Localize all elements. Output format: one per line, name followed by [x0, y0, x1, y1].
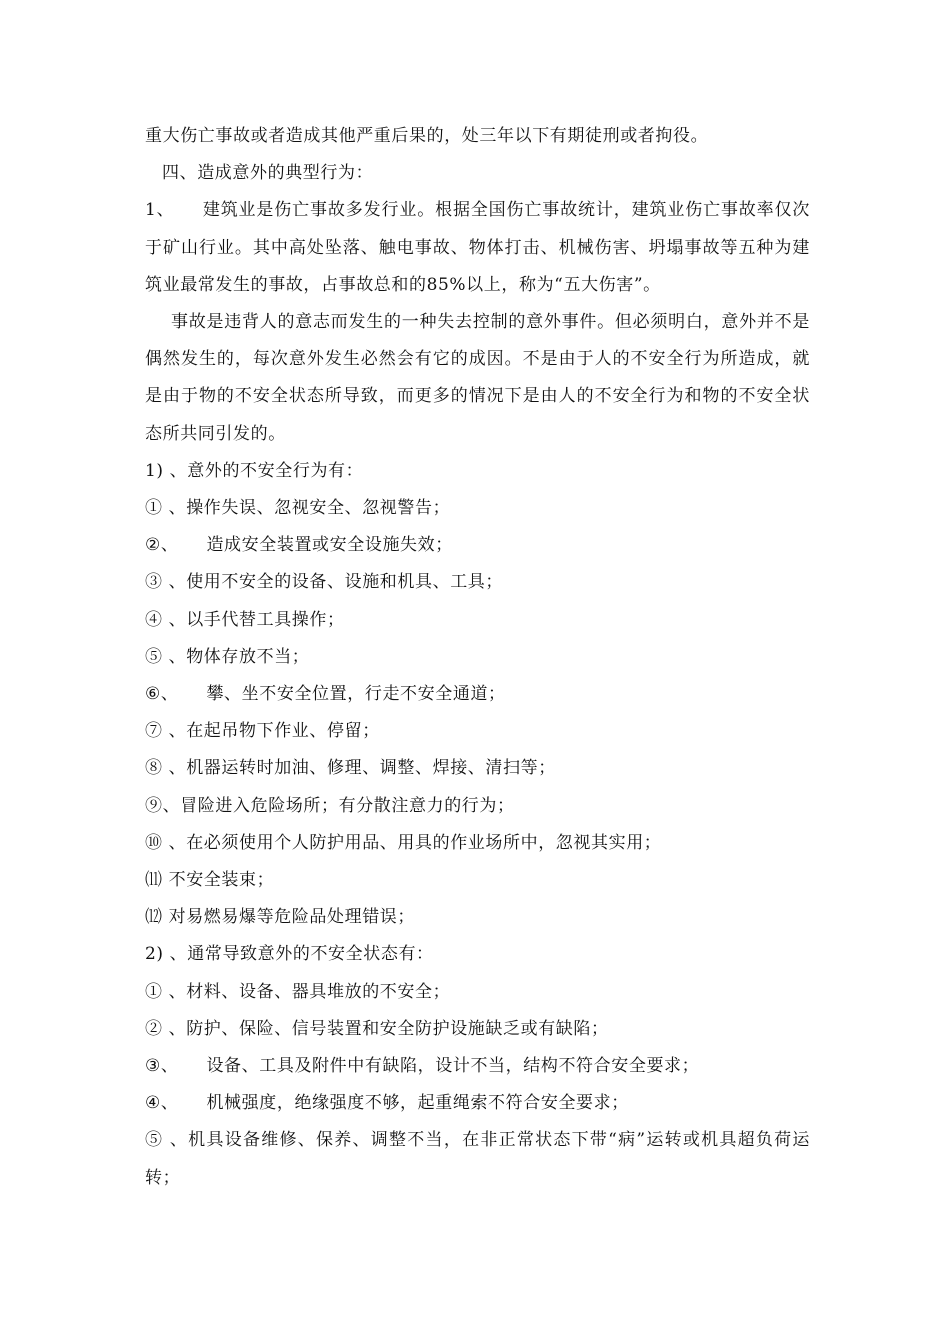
item-text: 攀、坐不安全位置，行走不安全通道；	[206, 684, 506, 705]
paragraph-line: 重大伤亡事故或者造成其他严重后果的，处三年以下有期徒刑或者拘役。	[145, 126, 709, 146]
list-item: ① 、操作失误、忽视安全、忽视警告；	[145, 498, 451, 519]
subsection-heading: 2) 、通常导致意外的不安全状态有：	[145, 944, 434, 965]
paragraph-construction	[145, 192, 810, 304]
list-item: ④ 、以手代替工具操作；	[145, 609, 345, 630]
list-item: ② 、防护、保险、信号装置和安全防护设施缺乏或有缺陷；	[145, 1018, 609, 1039]
list-item: ① 、材料、设备、器具堆放的不安全；	[145, 981, 451, 1002]
list-item: ⑤ 、物体存放不当；	[145, 646, 310, 667]
list-item	[145, 527, 810, 564]
list-item: ⑩ 、在必须使用个人防护用品、用具的作业场所中，忽视其实用；	[145, 832, 662, 853]
list-item: ⑧ 、机器运转时加油、修理、调整、焊接、清扫等；	[145, 758, 556, 779]
list-item: ⑾ 不安全装束；	[145, 870, 275, 891]
list-item: ③ 、使用不安全的设备、设施和机具、工具；	[145, 572, 504, 593]
list-item: ⑨、冒险进入危险场所；有分散注意力的行为；	[145, 795, 515, 816]
item-number: ④、	[145, 1093, 179, 1114]
section-heading: 四、造成意外的典型行为：	[162, 163, 374, 184]
item-text: 设备、工具及附件中有缺陷，设计不当，结构不符合安全要求；	[206, 1056, 700, 1077]
list-item	[145, 1085, 810, 1122]
list-item: ⑤ 、机具设备维修、保养、调整不当，在非正常状态下带“病”运转或机具超负荷运转；	[145, 1130, 810, 1188]
list-item: ⑿ 对易燃易爆等危险品处理错误；	[145, 907, 416, 928]
list-item	[145, 676, 810, 713]
item-number: 1、	[145, 200, 175, 221]
item-number: ②、	[145, 535, 179, 556]
subsection-heading: 1) 、意外的不安全行为有：	[145, 460, 364, 481]
item-text: 造成安全装置或安全设施失效；	[206, 535, 453, 556]
paragraph-text: 建筑业是伤亡事故多发行业。根据全国伤亡事故统计，建筑业伤亡事故率仅次于矿山行业。其中高处坠落、触电事故、物体打击、机械伤害、坍塌事故等五种为建筑业最常发生的事故，占事故总和的85%以上，称为“五大伤害”。	[145, 200, 810, 295]
list-item: ⑦ 、在起吊物下作业、停留；	[145, 721, 380, 742]
paragraph-accident: 事故是违背人的意志而发生的一种失去控制的意外事件。但必须明白，意外并不是偶然发生的，每次意外发生必然会有它的成因。不是由于人的不安全行为所造成，就是由于物的不安全状态所导致，而更多的情况下是由人的不安全行为和物的不安全状态所共同引发的。	[145, 312, 810, 444]
item-number: ③、	[145, 1056, 179, 1077]
item-text: 机械强度，绝缘强度不够，起重绳索不符合安全要求；	[206, 1093, 629, 1114]
document-body	[145, 118, 810, 1197]
item-number: ⑥、	[145, 684, 179, 705]
list-item	[145, 1048, 810, 1085]
